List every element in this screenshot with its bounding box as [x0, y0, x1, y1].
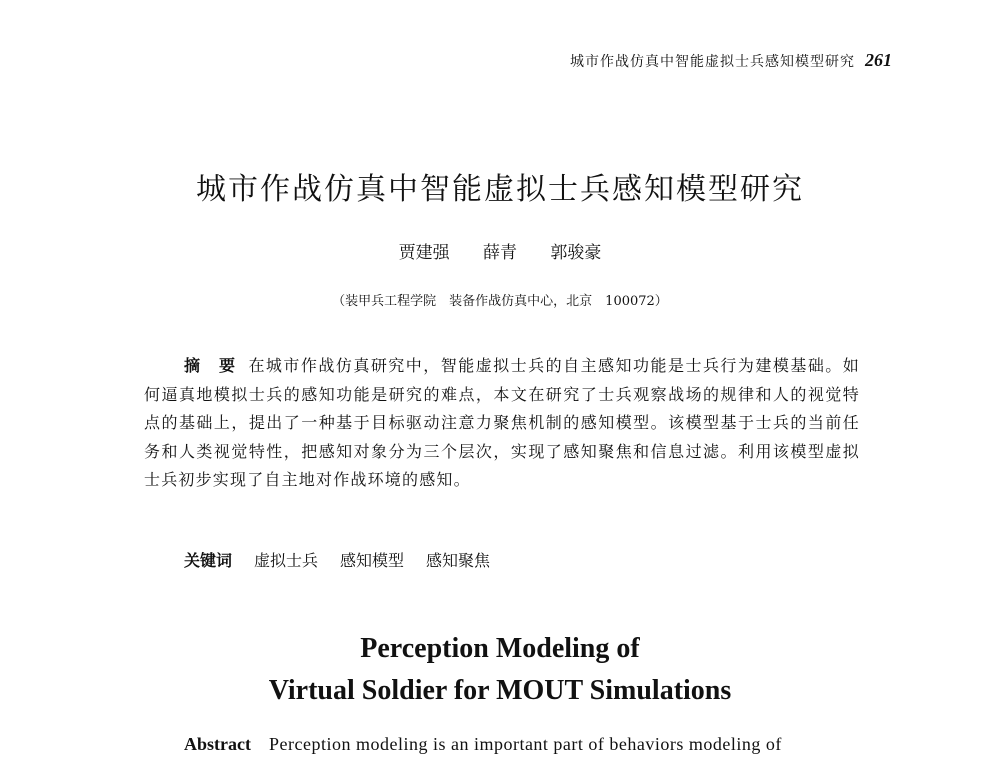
abstract-cn-label: 摘 要 — [184, 356, 237, 375]
author-name: 薛青 — [483, 243, 517, 263]
paper-title-en-line1: Perception Modeling of — [360, 633, 640, 664]
keywords-cn-label: 关键词 — [184, 551, 233, 570]
abstract-en — [184, 734, 860, 755]
paper-title-cn: 城市作战仿真中智能虚拟士兵感知模型研究 — [196, 172, 804, 207]
keyword-item: 感知聚焦 — [426, 551, 491, 570]
abstract-en-text: Perception modeling is an important part of behaviors modeling of — [268, 734, 782, 754]
author-name: 贾建强 — [398, 243, 450, 263]
paper-title-en-line2: Virtual Soldier for MOUT Simulations — [268, 675, 732, 706]
author-list-cn — [0, 238, 1000, 263]
author-name: 郭骏豪 — [550, 243, 602, 263]
abstract-cn — [144, 352, 860, 495]
paper-title-en — [0, 628, 1000, 712]
abstract-cn-text: 在城市作战仿真研究中，智能虚拟士兵的自主感知功能是士兵行为建模基础。如何逼真地模拟士兵的感知功能是研究的难点，本文在研究了士兵观察战场的规律和人的视觉特点的基础上，提出了一种基于目标驱动注意力聚焦机制的感知模型。该模型基于士兵的当前任务和人类视觉特性，把感知对象分为三个层次，实现了感知聚焦和信息过滤。利用该模型虚拟士兵初步实现了自主地对作战环境的感知。 — [144, 356, 860, 490]
running-header — [570, 50, 892, 71]
keyword-item: 虚拟士兵 — [254, 551, 319, 570]
affiliation-cn: （装甲兵工程学院 装备作战仿真中心，北京 100072） — [332, 294, 668, 309]
keywords-cn — [184, 548, 490, 571]
page-number: 261 — [865, 50, 892, 70]
running-header-title: 城市作战仿真中智能虚拟士兵感知模型研究 — [570, 54, 855, 70]
keyword-item: 感知模型 — [340, 551, 405, 570]
abstract-en-label: Abstract — [184, 734, 251, 754]
